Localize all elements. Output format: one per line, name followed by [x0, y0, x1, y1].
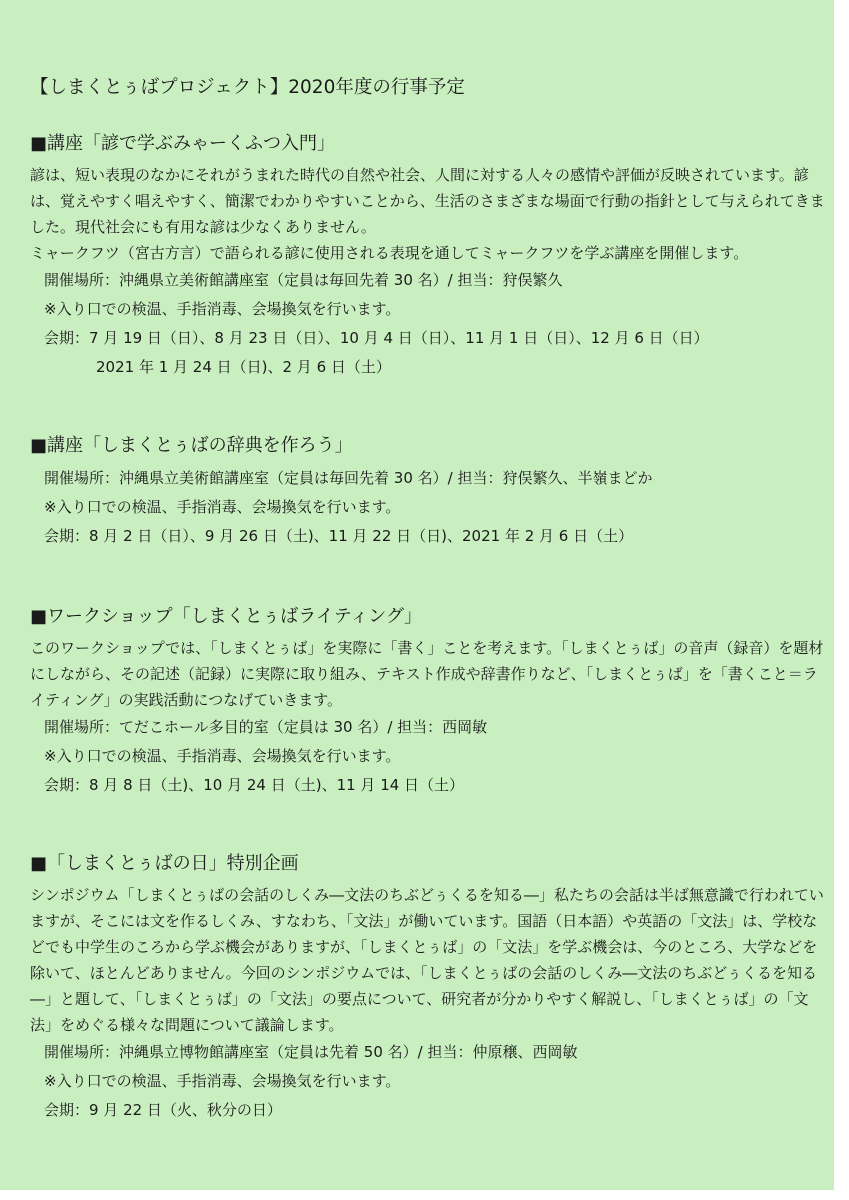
- document-body: [30, 74, 830, 1125]
- notice-line: ※入り口での検温、手指消毒、会場換気を行います。: [44, 498, 401, 516]
- section-writing-workshop: [30, 603, 830, 800]
- description-paragraph: シンポジウム「しまくとぅばの会話のしくみ―文法のちぶどぅくるを知る―」私たちの会話は半ば無意識で行われていますが、そこには文を作るしくみ、すなわち、「文法」が働いています。国語（日本語）や英語の「文法」は、学校などでも中学生のころから学ぶ機会がありますが、「しまくとぅば」の「文法」を学ぶ機会は、今のところ、大学などを除いて、ほとんどありません。今回のシンポジウムでは、「しまくとぅばの会話のしくみ―文法のちぶどぅくるを知る―」と題して、「しまくとぅば」の「文法」の要点について、研究者が分かりやすく解説し、「しまくとぅば」の「文法」をめぐる様々な問題について議論します。: [30, 886, 824, 1034]
- venue-line: 開催場所：沖縄県立美術館講座室（定員は毎回先着 30 名）/ 担当：狩俣繁久: [44, 271, 563, 289]
- section-proverbs-course: [30, 130, 830, 382]
- document-title: 【しまくとぅばプロジェクト】2020年度の行事予定: [30, 77, 465, 98]
- venue-line: 開催場所：てだこホール多目的室（定員は 30 名）/ 担当：西岡敏: [44, 718, 488, 736]
- dates-line: 会期：8 月 2 日（日）、9 月 26 日（土)、11 月 22 日（日)、2021 年 2 月 6 日（土）: [44, 527, 634, 545]
- venue-line: 開催場所：沖縄県立美術館講座室（定員は毎回先着 30 名）/ 担当：狩俣繁久、半嶺まどか: [44, 469, 653, 487]
- section-heading: ■「しまくとぅばの日」特別企画: [30, 853, 299, 874]
- dates-line: 会期：9 月 22 日（火、秋分の日）: [44, 1101, 282, 1119]
- section-shimakutuba-day-special: [30, 850, 830, 1125]
- dates-line-continued: 2021 年 1 月 24 日（日)、2 月 6 日（土）: [96, 358, 391, 376]
- dates-line: 会期：7 月 19 日（日）、8 月 23 日（日）、10 月 4 日（日）、11 月 1 日（日）、12 月 6 日（日）: [44, 329, 709, 347]
- notice-line: ※入り口での検温、手指消毒、会場換気を行います。: [44, 747, 401, 765]
- description-paragraph: このワークショップでは、「しまくとぅば」を実際に「書く」ことを考えます。「しまくとぅば」の音声（録音）を題材にしながら、その記述（記録）に実際に取り組み、テキスト作成や辞書作りなど、「しまくとぅば」を「書くこと＝ライティング」の実践活動につなげていきます。: [30, 639, 824, 709]
- section-heading: ■講座「しまくとぅばの辞典を作ろう」: [30, 435, 353, 456]
- section-heading: ■ワークショップ「しまくとぅばライティング」: [30, 606, 422, 627]
- description-paragraph: 諺は、短い表現のなかにそれがうまれた時代の自然や社会、人間に対する人々の感情や評価が反映されています。諺は、覚えやすく唱えやすく、簡潔でわかりやすいことから、生活のさまざまな場面で行動の指針として与えられてきました。現代社会にも有用な諺は少なくありません。: [30, 166, 825, 236]
- notice-line: ※入り口での検温、手指消毒、会場換気を行います。: [44, 1072, 401, 1090]
- section-heading: ■講座「諺で学ぶみゃーくふつ入門」: [30, 133, 336, 154]
- description-paragraph: ミャークフツ（宮古方言）で語られる諺に使用される表現を通してミャークフツを学ぶ講座を開催します。: [30, 244, 749, 262]
- notice-line: ※入り口での検温、手指消毒、会場換気を行います。: [44, 300, 401, 318]
- section-dictionary-course: [30, 432, 830, 551]
- venue-line: 開催場所：沖縄県立博物館講座室（定員は先着 50 名）/ 担当：仲原穣、西岡敏: [44, 1043, 578, 1061]
- dates-line: 会期：8 月 8 日（土)、10 月 24 日（土)、11 月 14 日（土）: [44, 776, 465, 794]
